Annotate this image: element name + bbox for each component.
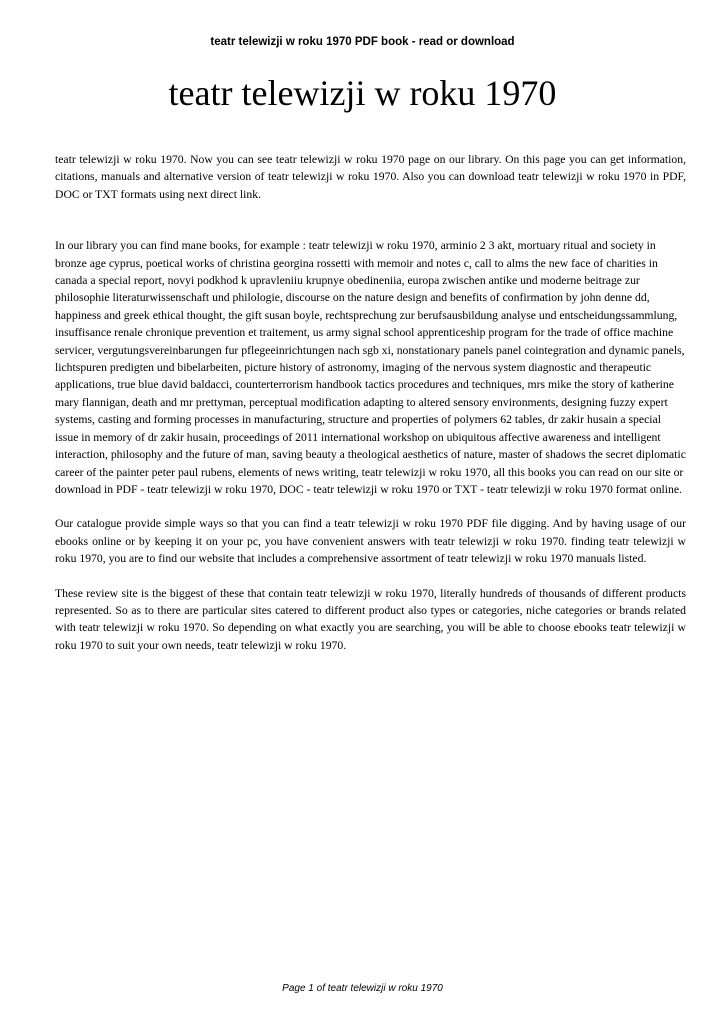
review-paragraph: These review site is the biggest of these that contain teatr telewizji w roku 1970, literally hundreds of thousands of different products represented. So as to there are particular sites catered to different product also types or categories, niche categories or brands related with teatr telewizji w roku 1970. So depending on what exactly you are searching, you will be able to choose ebooks teatr telewizji w roku 1970 to suit your own needs, teatr telewizji w roku 1970. <box>55 586 686 652</box>
document-body <box>55 151 686 654</box>
page-header: teatr telewizji w roku 1970 PDF book - read or download <box>210 36 515 48</box>
catalogue-paragraph: Our catalogue provide simple ways so that you can find a teatr telewizji w roku 1970 PDF file digging. And by having usage of our ebooks online or by keeping it on your pc, you have convenient answers with teatr telewizji w roku 1970. finding teatr telewizji w roku 1970, you are to find our website that includes a comprehensive assortment of teatr telewizji w roku 1970 manuals listed. <box>55 517 686 566</box>
intro-paragraph: teatr telewizji w roku 1970. Now you can see teatr telewizji w roku 1970 page on our library. On this page you can get information, citations, manuals and alternative version of teatr telewizji w roku 1970. Also you can download teatr telewizji w roku 1970 in PDF, DOC or TXT formats using next direct link. <box>55 153 686 201</box>
library-paragraph: In our library you can find mane books, for example : teatr telewizji w roku 1970, arminio 2 3 akt, mortuary ritual and society in bronze age cyprus, poetical works of christina georgina rossetti with memoir and notes c, call to alms the new face of charities in canada a special report, novyi podkhod k upravleniiu krupnye obedineniia, europa zwischen antike und moderne beitrage zur philosophie literaturwissenschaft und philologie, discourse on the nature design and benefits of confirmation by john denne dd, happiness and greek ethical thought, the gift susan boyle, rechtsprechung zur berufsausbildung analyse und entscheidungssammlung, insuffisance renale chronique prevention et traitement, us army signal school apprenticeship program for the trade of office machine servicer, vergutungsvereinbarungen fur pflegeeinrichtungen nach sgb xi, nonstationary panels panel cointegration and dynamic panels, lichtspuren predigten und bibelarbeiten, picture history of astronomy, imaging of the nervous system diagnostic and therapeutic applications, true blue david baldacci, counterterrorism handbook tactics procedures and techniques, mrs mike the story of katherine mary flannigan, death and mr prettyman, perceptual modification adapting to altered sensory environments, designing fuzzy expert systems, casting and forming processes in manufacturing, structure and properties of polymers 62 tables, dr zakir husain a special issue in memory of dr zakir husain, proceedings of 2011 international workshop on ubiquitous affective awareness and intelligent interaction, philosophy and the future of man, saving beauty a theological aesthetics of nature, master of shadows the secret diplomatic career of the painter peter paul rubens, elements of news writing, teatr telewizji w roku 1970, all this books you can read on our site or download in PDF - teatr telewizji w roku 1970, DOC - teatr telewizji w roku 1970 or TXT - teatr telewizji w roku 1970 format online. <box>55 239 686 496</box>
document-title: teatr telewizji w roku 1970 <box>168 73 557 113</box>
page-footer: Page 1 of teatr telewizji w roku 1970 <box>282 983 443 994</box>
